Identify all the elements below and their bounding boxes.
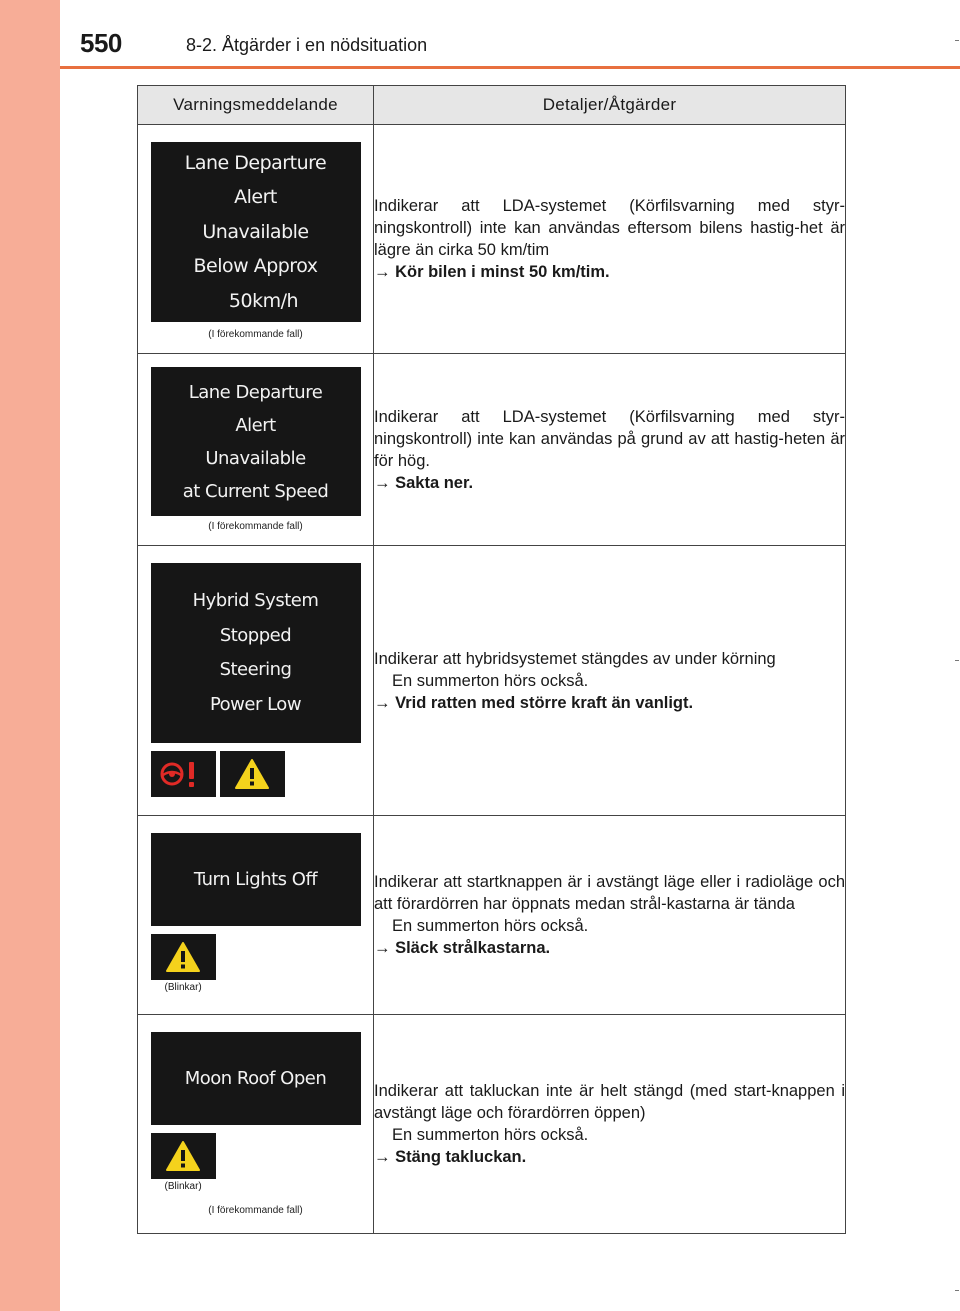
action-label: Kör bilen i minst 50 km/tim.	[395, 263, 610, 281]
screen-line: Moon Roof Open	[184, 1068, 327, 1089]
display-message-screen	[151, 1032, 361, 1125]
display-message-screen	[151, 142, 361, 322]
arrow-icon: →	[374, 693, 391, 712]
screen-line: Steering	[219, 659, 292, 680]
screen-line: Alert	[235, 414, 276, 436]
side-color-band	[0, 0, 60, 1311]
caution-triangle-icon	[151, 1133, 216, 1179]
action-label: Stäng takluckan.	[395, 1148, 527, 1166]
details-cell	[374, 546, 846, 816]
header-rule	[60, 66, 960, 69]
arrow-icon: →	[374, 1148, 391, 1166]
screen-line: Lane Departure	[188, 381, 323, 403]
warning-cell	[138, 354, 374, 546]
page-number: 550	[80, 28, 122, 58]
table-row	[138, 816, 846, 1015]
description-text: Indikerar att hybridsystemet stängdes av under körning	[374, 649, 776, 668]
screen-line: Alert	[234, 186, 277, 209]
table-row	[138, 354, 846, 546]
column-header-warning: Varningsmeddelande	[138, 86, 374, 125]
edge-mark	[955, 1290, 959, 1291]
arrow-icon: →	[374, 473, 391, 492]
note-text: En summerton hörs också.	[392, 671, 589, 690]
note-text: En summerton hörs också.	[392, 1126, 589, 1144]
arrow-icon: →	[374, 263, 391, 281]
warning-cell	[138, 1015, 374, 1234]
section-title: 8-2. Åtgärder i en nödsituation	[186, 35, 428, 55]
indicator-icon-row	[151, 934, 361, 980]
applicability-caption: (I förekommande fall)	[208, 1205, 303, 1216]
steering-warning-icon	[151, 751, 216, 797]
screen-line: at Current Speed	[182, 480, 329, 502]
note-text: En summerton hörs också.	[392, 917, 589, 935]
table-row	[138, 1015, 846, 1234]
action-text	[374, 937, 845, 959]
warning-cell	[138, 816, 374, 1015]
screen-line: Unavailable	[205, 447, 306, 469]
warning-cell	[138, 125, 374, 354]
details-cell	[374, 1015, 846, 1234]
display-message-screen	[151, 833, 361, 926]
applicability-caption: (I förekommande fall)	[208, 521, 303, 532]
screen-line: Turn Lights Off	[193, 869, 318, 890]
action-label: Släck strålkastarna.	[395, 939, 551, 957]
blinking-caption: (Blinkar)	[164, 982, 202, 993]
screen-line: 50km/h	[228, 289, 299, 312]
indicator-icon-row	[151, 1133, 361, 1179]
details-cell	[374, 354, 846, 546]
arrow-icon: →	[374, 939, 391, 957]
description-text: Indikerar att LDA-systemet (Körfilsvarning med styr-ningskontroll) inte kan användas på grund av att hastig-heten är för hög.	[374, 407, 845, 470]
action-text	[374, 472, 845, 494]
action-label: Sakta ner.	[395, 473, 474, 492]
table-header-row	[138, 86, 846, 125]
action-text	[374, 1146, 845, 1168]
blinking-caption: (Blinkar)	[164, 1181, 202, 1192]
warning-table	[137, 85, 846, 1234]
screen-line: Hybrid System	[192, 590, 319, 611]
action-text	[374, 692, 845, 714]
caution-triangle-icon	[151, 934, 216, 980]
screen-line: Unavailable	[202, 220, 309, 243]
description-text: Indikerar att startknappen är i avstängt läge eller i radioläge och att förardörren har öppnats medan strål-kastarna är tända	[374, 873, 845, 913]
display-message-screen	[151, 563, 361, 743]
screen-line: Below Approx	[193, 255, 318, 278]
warning-cell	[138, 546, 374, 816]
table-row	[138, 125, 846, 354]
description-text: Indikerar att LDA-systemet (Körfilsvarning med styr-ningskontroll) inte kan användas eftersom bilens hastig-het är lägre än cirka 50 km/tim	[374, 197, 845, 259]
display-message-screen	[151, 367, 361, 516]
caution-triangle-icon	[220, 751, 285, 797]
column-header-details: Detaljer/Åtgärder	[374, 86, 846, 125]
screen-line: Power Low	[209, 693, 302, 715]
edge-mark	[955, 660, 959, 661]
details-cell	[374, 125, 846, 354]
action-text	[374, 261, 845, 283]
action-label: Vrid ratten med större kraft än vanligt.	[395, 693, 694, 712]
description-text: Indikerar att takluckan inte är helt stängd (med start-knappen i avstängt läge och förardörren öppen)	[374, 1082, 845, 1122]
table-row	[138, 546, 846, 816]
indicator-icon-row	[151, 751, 361, 797]
screen-line: Stopped	[219, 624, 292, 646]
details-cell	[374, 816, 846, 1015]
screen-line: Lane Departure	[184, 151, 327, 174]
applicability-caption: (I förekommande fall)	[208, 329, 303, 340]
edge-mark	[955, 40, 959, 41]
